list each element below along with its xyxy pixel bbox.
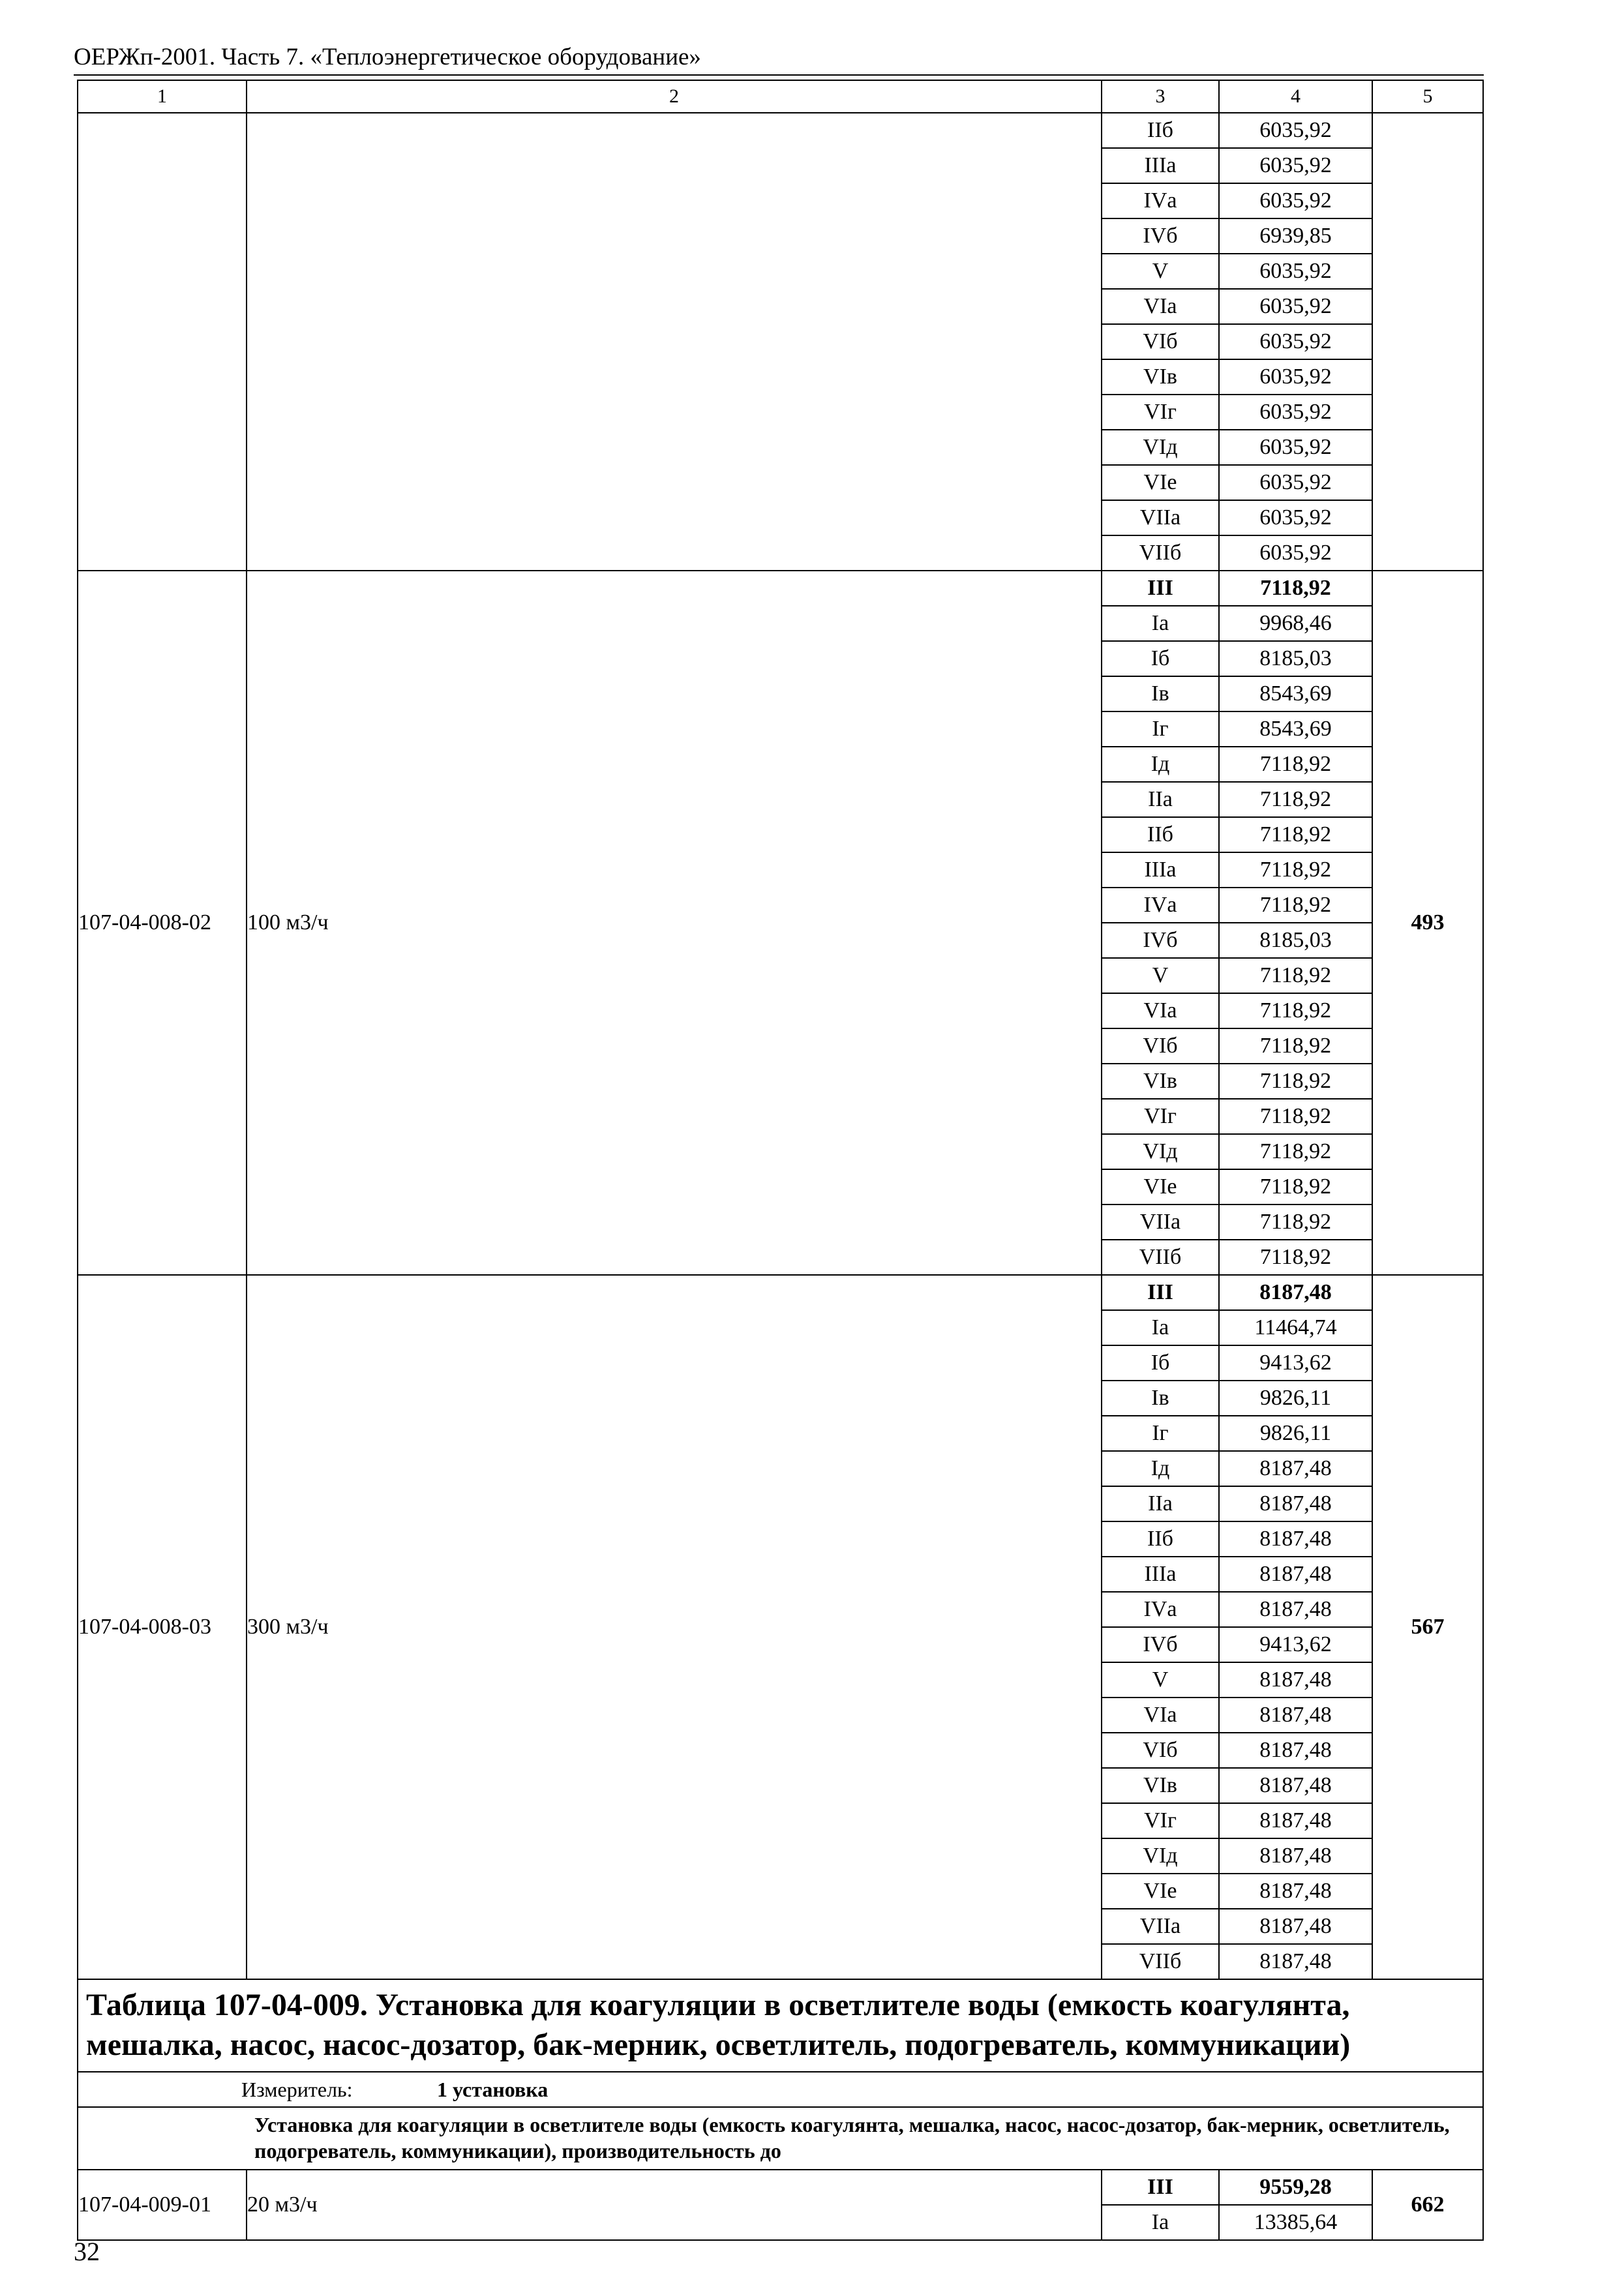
- rate-code: [78, 113, 247, 571]
- column-number: 4: [1219, 80, 1372, 113]
- price-value: 7118,92: [1219, 571, 1372, 606]
- measure-label: Измеритель:: [241, 2078, 353, 2101]
- zone-code: IIа: [1102, 1486, 1219, 1521]
- price-value: 8187,48: [1219, 1592, 1372, 1627]
- price-value: 8185,03: [1219, 641, 1372, 676]
- price-value: 9413,62: [1219, 1345, 1372, 1381]
- price-value: 9413,62: [1219, 1627, 1372, 1662]
- price-value: 6035,92: [1219, 395, 1372, 430]
- price-value: 8187,48: [1219, 1662, 1372, 1698]
- col5-value: 567: [1372, 1275, 1483, 1979]
- zone-code: Iа: [1102, 606, 1219, 641]
- zone-code: VIг: [1102, 1803, 1219, 1838]
- price-value: 13385,64: [1219, 2205, 1372, 2240]
- col5-value: 493: [1372, 571, 1483, 1275]
- table-row: [78, 1275, 1483, 1310]
- zone-code: VIа: [1102, 1698, 1219, 1733]
- zone-code: V: [1102, 958, 1219, 993]
- zone-code: VIе: [1102, 1874, 1219, 1909]
- price-value: 8187,48: [1219, 1275, 1372, 1310]
- description-row: [78, 2107, 1483, 2170]
- price-value: 7118,92: [1219, 1099, 1372, 1134]
- price-value: 6035,92: [1219, 324, 1372, 359]
- price-value: 6035,92: [1219, 465, 1372, 500]
- zone-code: VIа: [1102, 993, 1219, 1028]
- zone-code: Iг: [1102, 1416, 1219, 1451]
- rate-code: 107-04-008-02: [78, 571, 247, 1275]
- price-value: 8187,48: [1219, 1733, 1372, 1768]
- price-value: 7118,92: [1219, 1134, 1372, 1169]
- rates-table: [77, 80, 1484, 2241]
- price-value: 8187,48: [1219, 1874, 1372, 1909]
- zone-code: VIв: [1102, 1768, 1219, 1803]
- price-value: 8187,48: [1219, 1803, 1372, 1838]
- price-value: 8187,48: [1219, 1909, 1372, 1944]
- measure-value: 1 установка: [437, 2078, 549, 2101]
- price-value: 7118,92: [1219, 1240, 1372, 1275]
- zone-code: VIIа: [1102, 1909, 1219, 1944]
- zone-code: VIIб: [1102, 535, 1219, 571]
- price-value: 7118,92: [1219, 852, 1372, 888]
- zone-code: III: [1102, 1275, 1219, 1310]
- zone-code: Iг: [1102, 711, 1219, 747]
- price-value: 7118,92: [1219, 1064, 1372, 1099]
- measure-cell: [78, 2072, 1483, 2107]
- zone-code: VIа: [1102, 289, 1219, 324]
- price-value: 8187,48: [1219, 1838, 1372, 1874]
- zone-code: IIIа: [1102, 148, 1219, 183]
- zone-code: VIг: [1102, 1099, 1219, 1134]
- column-number: 1: [78, 80, 247, 113]
- zone-code: IIб: [1102, 1521, 1219, 1557]
- price-value: 7118,92: [1219, 1028, 1372, 1064]
- zone-code: IVа: [1102, 183, 1219, 218]
- price-value: 6035,92: [1219, 289, 1372, 324]
- price-value: 8187,48: [1219, 1944, 1372, 1979]
- zone-code: VIб: [1102, 1028, 1219, 1064]
- price-value: 6035,92: [1219, 500, 1372, 535]
- price-value: 9826,11: [1219, 1416, 1372, 1451]
- table-row: [78, 2170, 1483, 2205]
- zone-code: V: [1102, 1662, 1219, 1698]
- zone-code: IIб: [1102, 817, 1219, 852]
- column-number: 3: [1102, 80, 1219, 113]
- price-value: 7118,92: [1219, 817, 1372, 852]
- zone-code: VIб: [1102, 1733, 1219, 1768]
- zone-code: III: [1102, 571, 1219, 606]
- price-value: 7118,92: [1219, 958, 1372, 993]
- zone-code: VIд: [1102, 430, 1219, 465]
- zone-code: IIIа: [1102, 852, 1219, 888]
- zone-code: VIе: [1102, 1169, 1219, 1204]
- price-value: 6035,92: [1219, 148, 1372, 183]
- zone-code: IVб: [1102, 923, 1219, 958]
- zone-code: VIIа: [1102, 500, 1219, 535]
- measure-row: [78, 2072, 1483, 2107]
- zone-code: IIб: [1102, 113, 1219, 148]
- price-value: 8187,48: [1219, 1521, 1372, 1557]
- price-value: 7118,92: [1219, 782, 1372, 817]
- zone-code: VIв: [1102, 359, 1219, 395]
- price-value: 6035,92: [1219, 359, 1372, 395]
- column-number: 5: [1372, 80, 1483, 113]
- price-value: 8543,69: [1219, 676, 1372, 711]
- zone-code: IIа: [1102, 782, 1219, 817]
- zone-code: VIIа: [1102, 1204, 1219, 1240]
- price-value: 6035,92: [1219, 183, 1372, 218]
- table-title-row: [78, 1979, 1483, 2072]
- zone-code: VIе: [1102, 465, 1219, 500]
- zone-code: Iб: [1102, 641, 1219, 676]
- rate-code: 107-04-009-01: [78, 2170, 247, 2240]
- rate-name: 20 м3/ч: [247, 2170, 1102, 2240]
- price-value: 8187,48: [1219, 1557, 1372, 1592]
- table-row: [78, 571, 1483, 606]
- table-row: [78, 113, 1483, 148]
- column-number-row: [78, 80, 1483, 113]
- price-value: 9968,46: [1219, 606, 1372, 641]
- col5-value: 662: [1372, 2170, 1483, 2240]
- price-value: 9826,11: [1219, 1381, 1372, 1416]
- price-value: 8185,03: [1219, 923, 1372, 958]
- zone-code: Iд: [1102, 1451, 1219, 1486]
- price-value: 6035,92: [1219, 535, 1372, 571]
- table-description: Установка для коагуляции в осветлителе воды (емкость коагулянта, мешалка, насос, насос-дозатор, бак-мерник, осветлитель, подогреватель, коммуникации), производительность до: [78, 2107, 1483, 2170]
- running-header: ОЕРЖп-2001. Часть 7. «Теплоэнергетическое оборудование»: [74, 44, 701, 70]
- zone-code: IVб: [1102, 1627, 1219, 1662]
- price-value: 6939,85: [1219, 218, 1372, 254]
- price-value: 7118,92: [1219, 888, 1372, 923]
- table-title: Таблица 107-04-009. Установка для коагуляции в осветлителе воды (емкость коагулянта, мешалка, насос, насос-дозатор, бак-мерник, осветлитель, подогреватель, коммуникации): [78, 1979, 1483, 2072]
- zone-code: Iв: [1102, 676, 1219, 711]
- price-value: 7118,92: [1219, 993, 1372, 1028]
- zone-code: IVб: [1102, 218, 1219, 254]
- price-value: 6035,92: [1219, 254, 1372, 289]
- zone-code: VIв: [1102, 1064, 1219, 1099]
- price-value: 6035,92: [1219, 430, 1372, 465]
- zone-code: Iб: [1102, 1345, 1219, 1381]
- header-rule: [74, 74, 1484, 76]
- price-value: 8187,48: [1219, 1486, 1372, 1521]
- zone-code: V: [1102, 254, 1219, 289]
- price-value: 9559,28: [1219, 2170, 1372, 2205]
- zone-code: VIд: [1102, 1838, 1219, 1874]
- zone-code: IVа: [1102, 888, 1219, 923]
- col5-value: [1372, 113, 1483, 571]
- rate-name: [247, 113, 1102, 571]
- zone-code: VIд: [1102, 1134, 1219, 1169]
- price-value: 7118,92: [1219, 1169, 1372, 1204]
- zone-code: VIб: [1102, 324, 1219, 359]
- price-value: 11464,74: [1219, 1310, 1372, 1345]
- price-value: 6035,92: [1219, 113, 1372, 148]
- price-value: 7118,92: [1219, 1204, 1372, 1240]
- price-value: 7118,92: [1219, 747, 1372, 782]
- zone-code: Iд: [1102, 747, 1219, 782]
- zone-code: IIIа: [1102, 1557, 1219, 1592]
- rate-name: 300 м3/ч: [247, 1275, 1102, 1979]
- price-value: 8187,48: [1219, 1451, 1372, 1486]
- zone-code: IVа: [1102, 1592, 1219, 1627]
- price-value: 8187,48: [1219, 1698, 1372, 1733]
- page-number: 32: [74, 2237, 100, 2266]
- rate-code: 107-04-008-03: [78, 1275, 247, 1979]
- rate-name: 100 м3/ч: [247, 571, 1102, 1275]
- price-value: 8187,48: [1219, 1768, 1372, 1803]
- zone-code: VIIб: [1102, 1944, 1219, 1979]
- price-value: 8543,69: [1219, 711, 1372, 747]
- column-number: 2: [247, 80, 1102, 113]
- zone-code: III: [1102, 2170, 1219, 2205]
- zone-code: Iа: [1102, 2205, 1219, 2240]
- zone-code: VIг: [1102, 395, 1219, 430]
- zone-code: Iв: [1102, 1381, 1219, 1416]
- zone-code: Iа: [1102, 1310, 1219, 1345]
- zone-code: VIIб: [1102, 1240, 1219, 1275]
